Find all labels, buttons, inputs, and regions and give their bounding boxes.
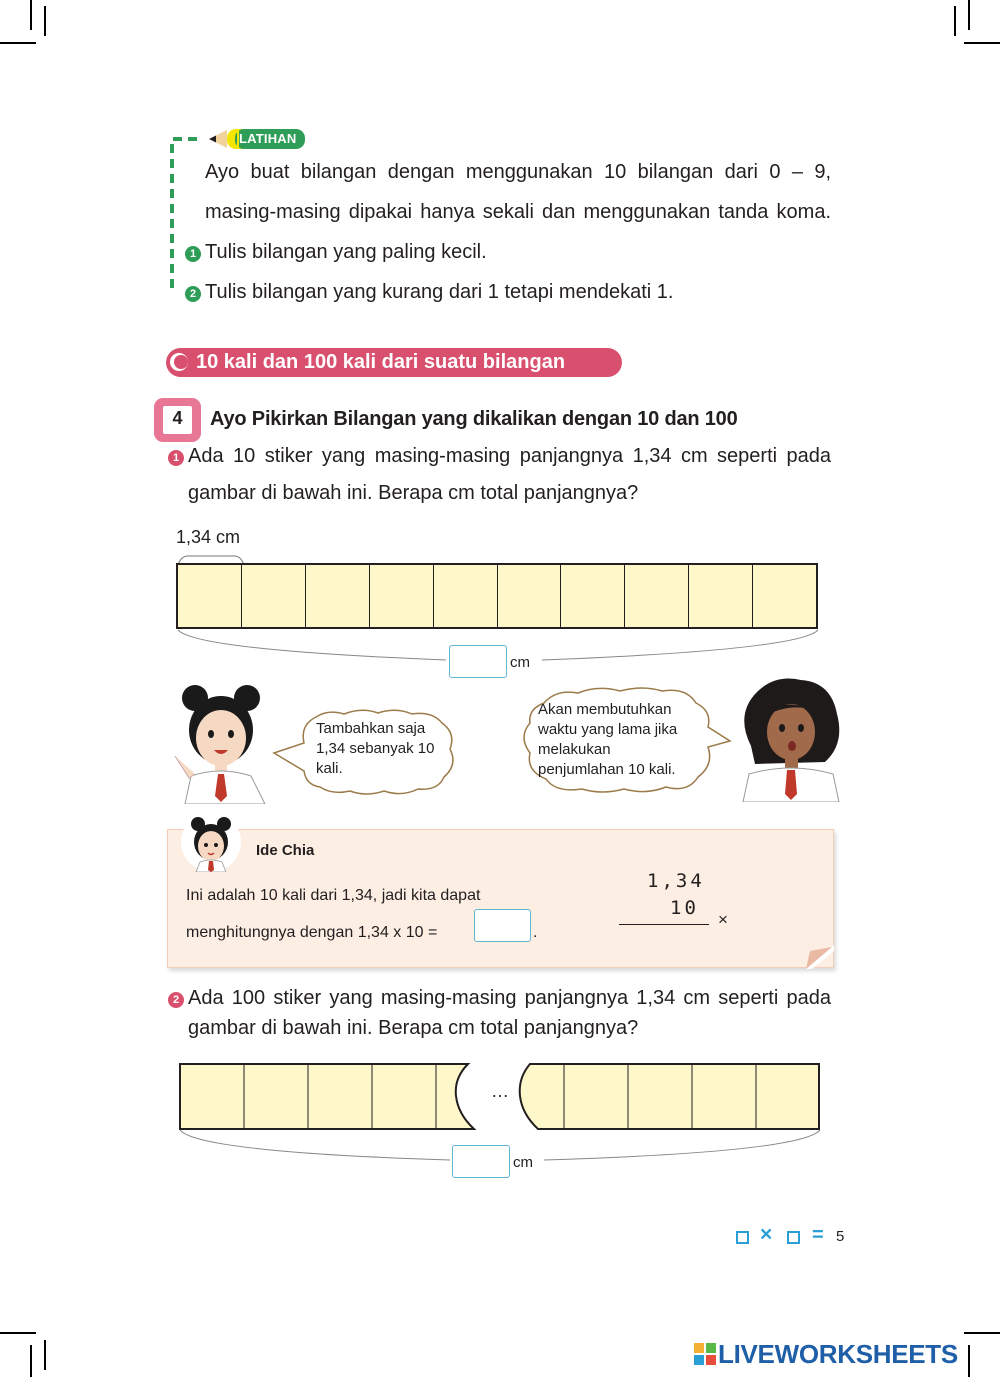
- q2-number: 2: [168, 992, 184, 1008]
- footer-square-icon: [787, 1231, 800, 1244]
- liveworksheets-brand[interactable]: LIVEWORKSHEETS: [718, 1339, 958, 1369]
- liveworksheets-logo-icon: [694, 1343, 716, 1365]
- idea-box-title: Ide Chia: [256, 842, 315, 859]
- crop-mark: [44, 1340, 46, 1370]
- bubble-left-line3: kali.: [316, 760, 343, 777]
- sticker-cell: [561, 565, 625, 627]
- footer-square-icon: [736, 1231, 749, 1244]
- latihan-item-1-number: 1: [185, 246, 201, 262]
- girl-curly-hair-illustration: [735, 674, 841, 802]
- q1-unit: cm: [510, 654, 530, 671]
- calc-multiplicand: 1,34: [647, 870, 705, 892]
- idea-box-line2: menghitungnya dengan 1,34 x 10 =: [186, 924, 438, 941]
- bubble-left-line2: 1,34 sebanyak 10: [316, 740, 435, 757]
- calc-line: [619, 924, 709, 925]
- sticker-cell: [242, 565, 306, 627]
- sticker-cell: [625, 565, 689, 627]
- bubble-right-line2: waktu yang lama jika: [538, 721, 678, 738]
- crop-mark: [0, 42, 36, 44]
- girl-chia-illustration: [165, 678, 275, 804]
- sticker-cell: [753, 565, 816, 627]
- crop-mark: [44, 6, 46, 36]
- sticker-cell: [434, 565, 498, 627]
- crop-mark: [964, 1332, 1000, 1334]
- crop-mark: [968, 0, 970, 30]
- latihan-intro-line2: masing-masing dipakai hanya sekali dan menggunakan tanda koma.: [205, 201, 831, 223]
- sticker-cell: [498, 565, 562, 627]
- latihan-dashed-bracket: [165, 133, 205, 293]
- banner-dot-inner: [174, 355, 188, 369]
- q2-line1: Ada 100 stiker yang masing-masing panjangnya 1,34 cm seperti pada: [188, 987, 831, 1009]
- crop-mark: [964, 42, 1000, 44]
- q1-answer-input[interactable]: [449, 645, 507, 678]
- q2-line2: gambar di bawah ini. Berapa cm total panjangnya?: [188, 1017, 639, 1039]
- latihan-item-2-number: 2: [185, 286, 201, 302]
- tape-ellipsis: …: [491, 1081, 509, 1101]
- problem-number: 4: [172, 408, 183, 428]
- calc-operator: ×: [718, 910, 728, 929]
- problem-number-badge: [154, 398, 201, 442]
- section-title: 10 kali dan 100 kali dari suatu bilangan: [196, 351, 566, 373]
- crop-mark: [968, 1345, 970, 1377]
- crop-mark: [0, 1332, 36, 1334]
- page-number: 5: [836, 1228, 845, 1245]
- sticker-cell: [178, 565, 242, 627]
- q2-answer-input[interactable]: [452, 1145, 510, 1178]
- idea-box-line1: Ini adalah 10 kali dari 1,34, jadi kita dapat: [186, 887, 481, 904]
- q1-number: 1: [168, 450, 184, 466]
- idea-box-folded-corner: [806, 945, 834, 969]
- problem-title: Ayo Pikirkan Bilangan yang dikalikan dengan 10 dan 100: [210, 408, 738, 430]
- latihan-badge: LATIHAN: [239, 131, 297, 146]
- bubble-right-line1: Akan membutuhkan: [538, 701, 672, 718]
- chia-avatar: [178, 812, 244, 872]
- crop-mark: [30, 1345, 32, 1377]
- sticker-cell: [689, 565, 753, 627]
- footer-times: ×: [760, 1223, 773, 1246]
- footer-equals: =: [812, 1224, 824, 1246]
- q1-line1: Ada 10 stiker yang masing-masing panjangnya 1,34 cm seperti pada: [188, 445, 831, 467]
- idea-box-answer-input[interactable]: [474, 909, 531, 942]
- latihan-item-1-text: Tulis bilangan yang paling kecil.: [205, 241, 487, 263]
- segment-label: 1,34 cm: [176, 527, 241, 547]
- latihan-intro-line1: Ayo buat bilangan dengan menggunakan 10 bilangan dari 0 – 9,: [205, 161, 831, 183]
- crop-mark: [30, 0, 32, 30]
- q1-line2: gambar di bawah ini. Berapa cm total panjangnya?: [188, 482, 639, 504]
- sticker-cell: [370, 565, 434, 627]
- crop-mark: [954, 6, 956, 36]
- sticker-cell: [306, 565, 370, 627]
- sticker-tape-10: [176, 563, 818, 629]
- bubble-right-line4: penjumlahan 10 kali.: [538, 761, 676, 778]
- calc-multiplier: 10: [670, 897, 699, 919]
- idea-box-line2-end: .: [533, 924, 538, 941]
- latihan-item-2-text: Tulis bilangan yang kurang dari 1 tetapi mendekati 1.: [205, 281, 674, 303]
- bubble-left-line1: Tambahkan saja: [316, 720, 426, 737]
- q2-unit: cm: [513, 1154, 533, 1171]
- bubble-right-line3: melakukan: [538, 741, 611, 758]
- section-banner: [166, 348, 622, 377]
